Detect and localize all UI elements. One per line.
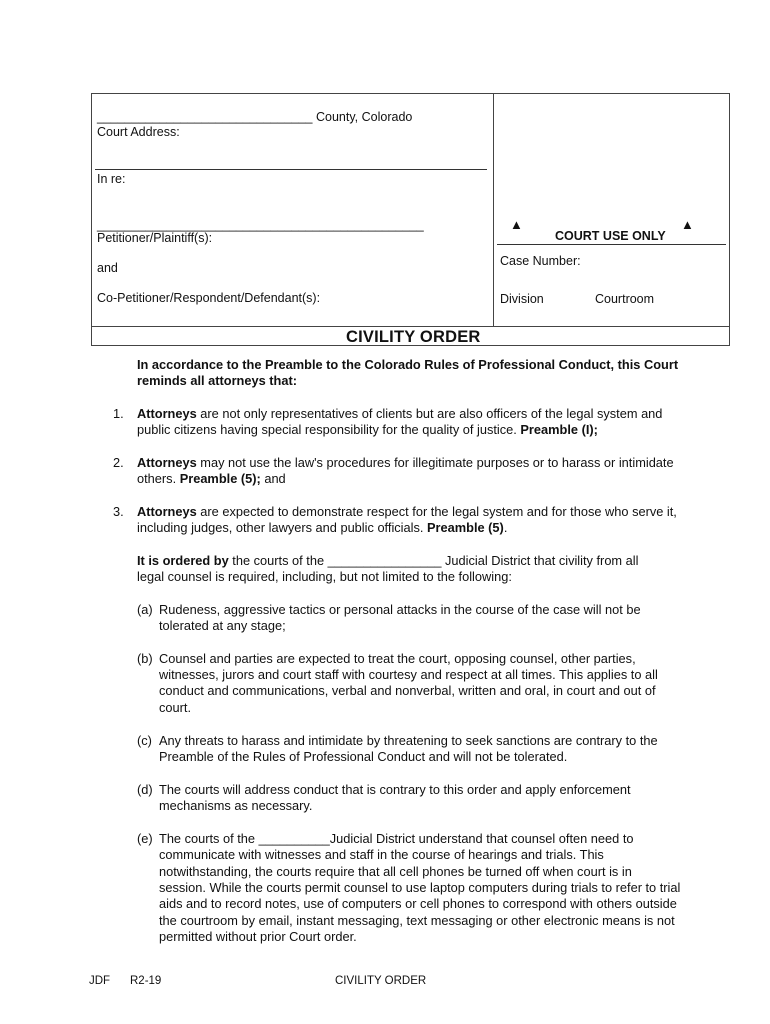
caption-divider bbox=[493, 93, 494, 326]
item-line: The courts of the __________Judicial District understand that counsel often need to bbox=[159, 831, 634, 846]
item-line: notwithstanding, the courts require that all cell phones be turned off when court is in bbox=[159, 864, 632, 879]
court-address-rule bbox=[95, 169, 487, 170]
order-text: the courts of the ________________ Judicial District that civility from all bbox=[228, 553, 639, 568]
reminder-cite: Preamble (5) bbox=[427, 520, 504, 535]
item-line: The courts will address conduct that is contrary to this order and apply enforcement bbox=[159, 782, 631, 797]
county-suffix: County, Colorado bbox=[316, 110, 413, 124]
item-line: witnesses, jurors and court staff with courtesy and respect at all times. This applies to all bbox=[159, 667, 658, 682]
reminder-tail: . bbox=[503, 520, 508, 535]
court-use-only: COURT USE ONLY bbox=[555, 229, 666, 243]
item-line: permitted without prior Court order. bbox=[159, 929, 357, 944]
title-divider bbox=[91, 326, 730, 327]
reminder-tail: and bbox=[260, 471, 286, 486]
reminder-text: are not only representatives of clients but are also officers of the legal system and bbox=[196, 406, 663, 421]
item-line: Counsel and parties are expected to treat the court, opposing counsel, other parties, bbox=[159, 651, 636, 666]
item-line: tolerated at any stage; bbox=[159, 618, 286, 633]
item-line: Preamble of the Rules of Professional Conduct and will not be tolerated. bbox=[159, 749, 568, 764]
item-line: the courtroom by email, instant messaging, text messaging or other electronic means is not bbox=[159, 913, 675, 928]
and-label: and bbox=[97, 261, 118, 275]
reminder-number: 1. bbox=[113, 406, 124, 421]
item-line: Any threats to harass and intimidate by threatening to seek sanctions are contrary to the bbox=[159, 733, 658, 748]
reminder-lead: Attorneys bbox=[137, 406, 197, 421]
order-line-2: legal counsel is required, including, but not limited to the following: bbox=[137, 569, 512, 584]
petitioner-blank[interactable]: _______________________________________________ bbox=[97, 218, 424, 232]
county-line bbox=[97, 109, 412, 125]
item-line: conduct and communications, verbal and nonverbal, written and oral, in court and out of bbox=[159, 683, 656, 698]
reminder-lead: Attorneys bbox=[137, 455, 197, 470]
division-label: Division bbox=[500, 292, 544, 306]
footer-revision: R2-19 bbox=[130, 975, 162, 987]
reminder-cite: Preamble (I); bbox=[520, 422, 598, 437]
item-label: (e) bbox=[137, 831, 153, 846]
reminder-1-line-2 bbox=[137, 422, 598, 438]
court-use-rule bbox=[497, 244, 726, 245]
footer-form-id: JDF bbox=[89, 975, 111, 987]
order-lead: It is ordered by bbox=[137, 553, 229, 568]
item-line: Rudeness, aggressive tactics or personal attacks in the course of the case will not be bbox=[159, 602, 641, 617]
item-line: session. While the courts permit counsel to use laptop computers during trials to refer to trial bbox=[159, 880, 681, 895]
courtroom-label: Courtroom bbox=[595, 292, 655, 306]
item-line: court. bbox=[159, 700, 192, 715]
page-title: CIVILITY ORDER bbox=[346, 328, 481, 346]
petitioner-label: Petitioner/Plaintiff(s): bbox=[97, 231, 213, 245]
court-address-label: Court Address: bbox=[97, 125, 180, 139]
item-label: (d) bbox=[137, 782, 153, 797]
reminder-text: including judges, other lawyers and public officials. bbox=[137, 520, 427, 535]
county-blank[interactable]: _______________________________ bbox=[97, 110, 313, 124]
reminder-text: others. bbox=[137, 471, 180, 486]
respondent-label: Co-Petitioner/Respondent/Defendant(s): bbox=[97, 291, 321, 305]
reminder-3-line-2 bbox=[137, 520, 507, 536]
reminder-cite: Preamble (5); bbox=[179, 471, 261, 486]
reminder-number: 3. bbox=[113, 504, 124, 519]
item-line: aids and to record notes, use of computers or cell phones to correspond with others outside bbox=[159, 896, 677, 911]
reminder-1-line-1 bbox=[137, 406, 662, 422]
item-label: (a) bbox=[137, 602, 153, 617]
reminder-text: may not use the law's procedures for illegitimate purposes or to harass or intimidate bbox=[196, 455, 674, 470]
case-number-label: Case Number: bbox=[500, 254, 581, 268]
item-label: (c) bbox=[137, 733, 152, 748]
triangle-left-icon: ▲ bbox=[510, 217, 523, 232]
item-line: mechanisms as necessary. bbox=[159, 798, 313, 813]
reminder-text: public citizens having special responsibility for the quality of justice. bbox=[137, 422, 521, 437]
intro-line-1: In accordance to the Preamble to the Colorado Rules of Professional Conduct, this Court bbox=[137, 357, 679, 372]
reminder-2-line-2 bbox=[137, 471, 286, 487]
reminder-text: are expected to demonstrate respect for the legal system and for those who serve it, bbox=[196, 504, 677, 519]
intro-line-2: reminds all attorneys that: bbox=[137, 373, 297, 388]
in-re-label: In re: bbox=[97, 172, 126, 186]
reminder-2-line-1 bbox=[137, 455, 674, 471]
reminder-lead: Attorneys bbox=[137, 504, 197, 519]
reminder-number: 2. bbox=[113, 455, 124, 470]
reminder-3-line-1 bbox=[137, 504, 677, 520]
item-line: communicate with witnesses and staff in the course of hearings and trials. This bbox=[159, 847, 604, 862]
footer-form-name: CIVILITY ORDER bbox=[335, 975, 427, 987]
order-line-1 bbox=[137, 553, 638, 569]
triangle-right-icon: ▲ bbox=[681, 217, 694, 232]
item-label: (b) bbox=[137, 651, 153, 666]
